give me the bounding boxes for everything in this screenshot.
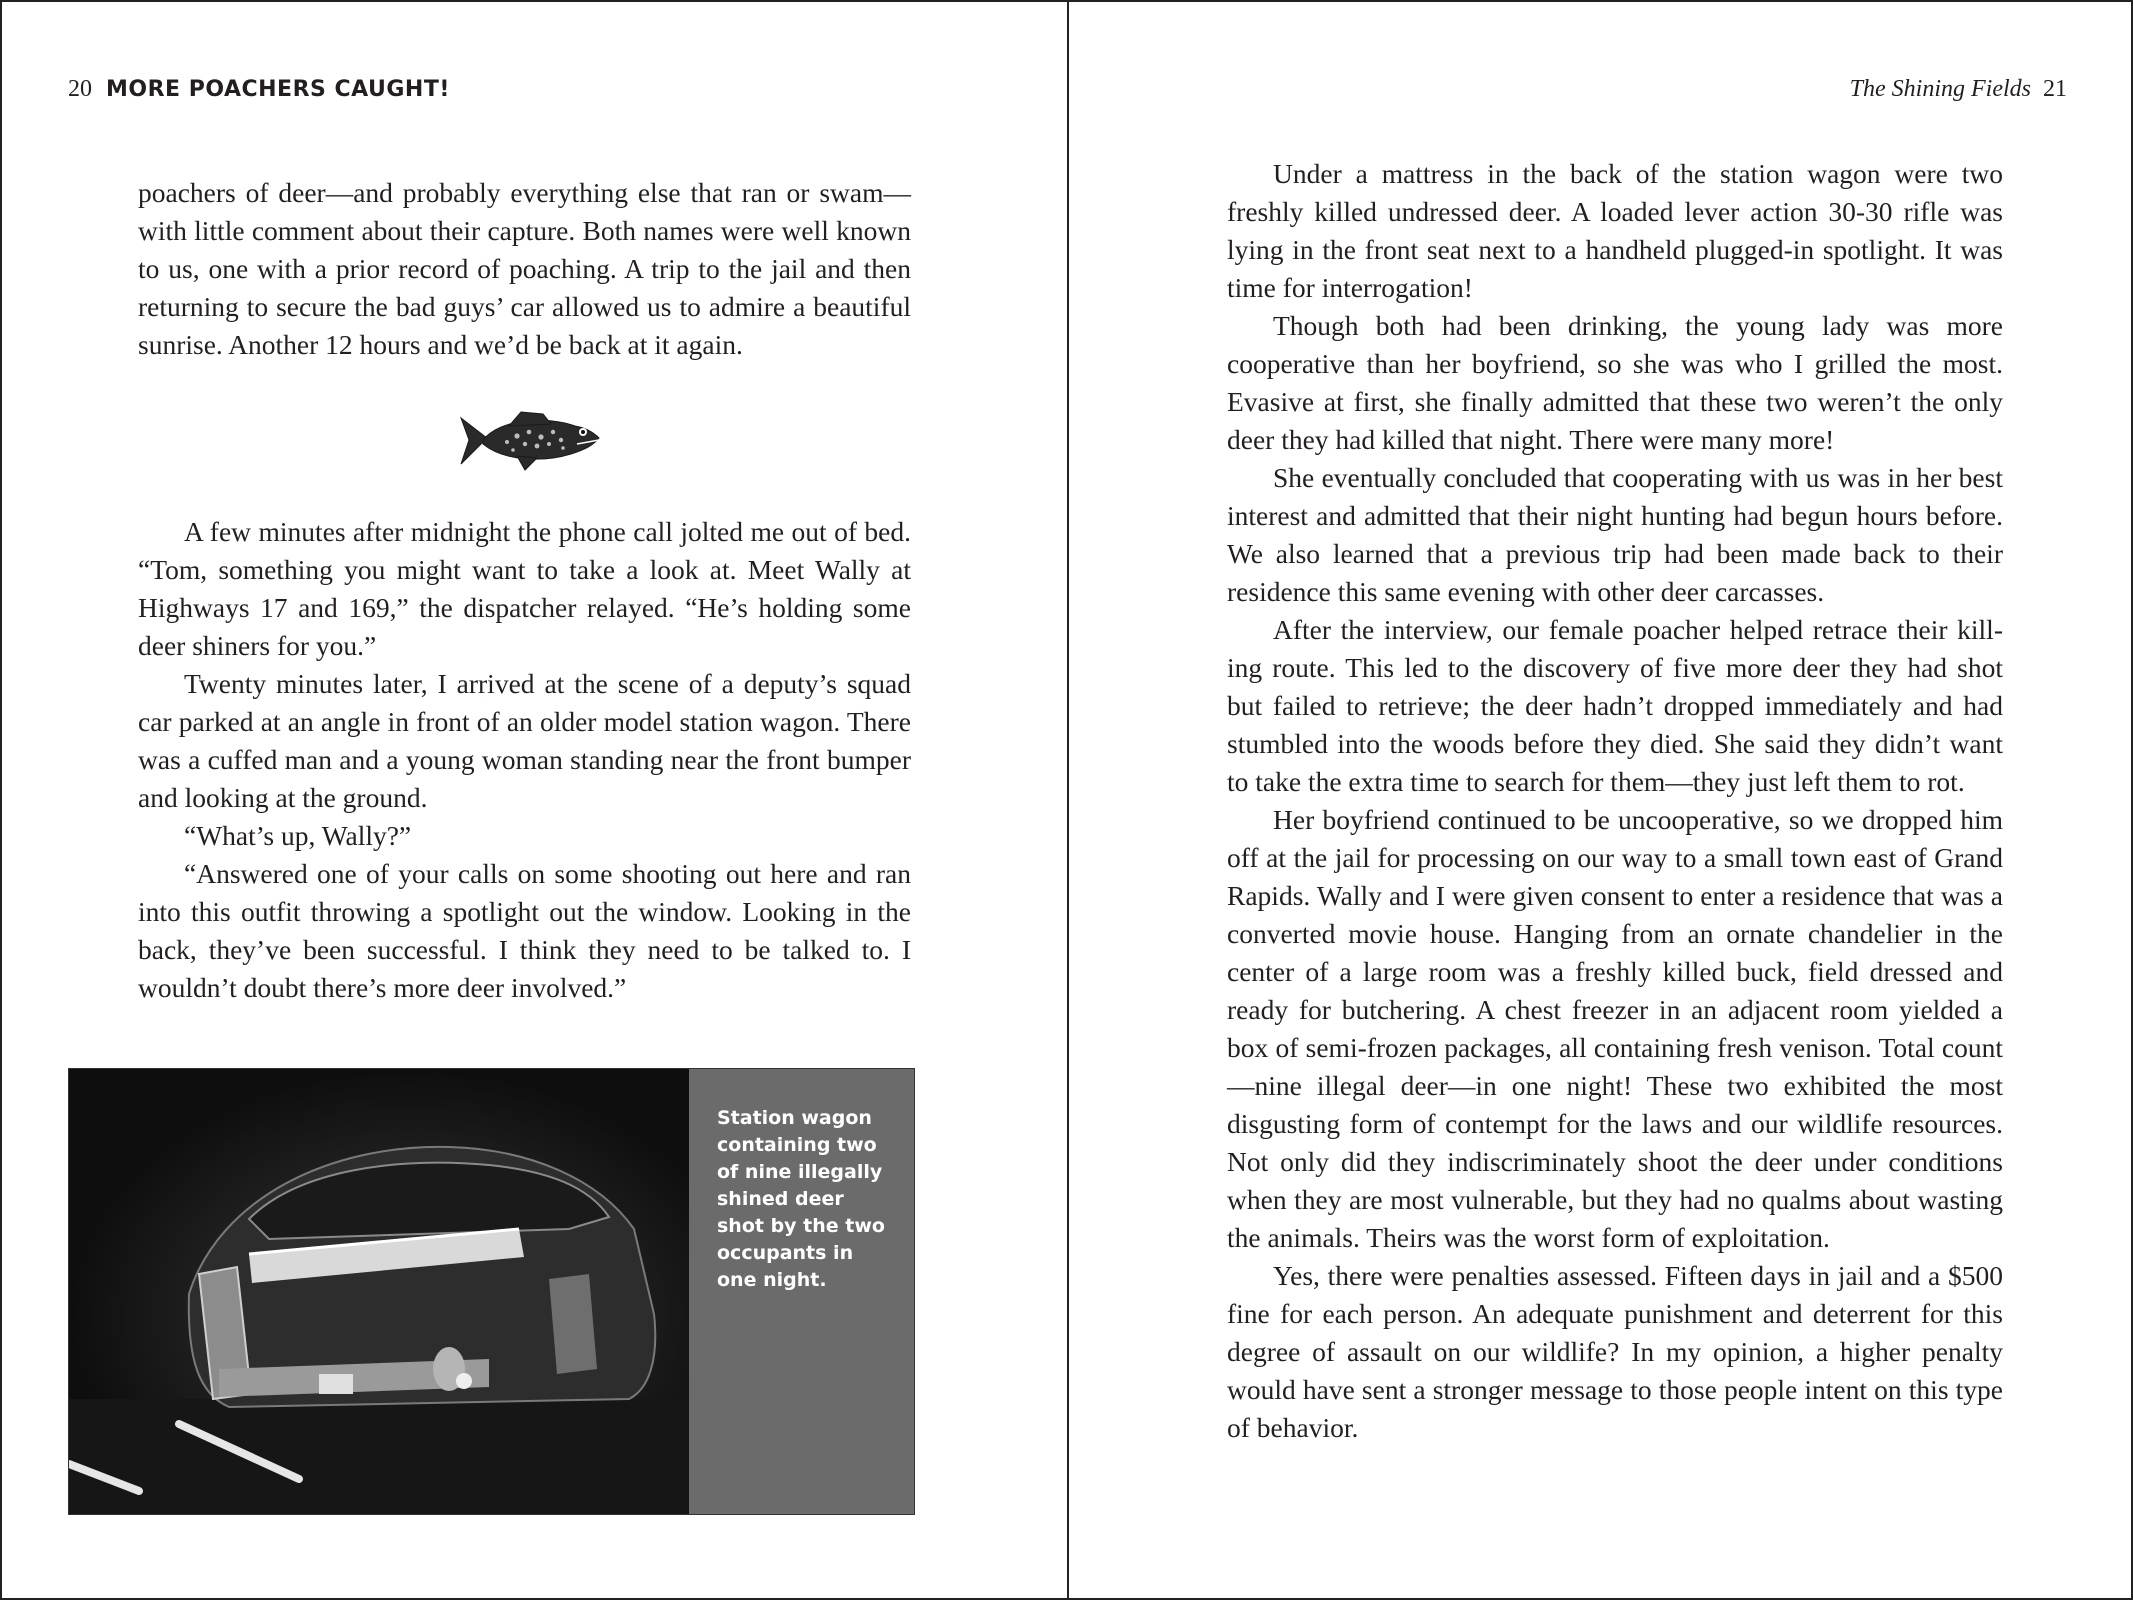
paragraph: Her boyfriend continued to be uncooperative, so we dropped him off at the jail for processing on our way to a small town east of Grand Rapids. Wally and I were given consent to enter a residence that was a converted movie house. Hanging from an ornate chandelier in the center of a large room was a freshly killed buck, field dressed and ready for butchering. A chest freezer in an adjacent room yielded a box of semi-frozen packages, all containing fresh venison. Total count—nine illegal deer—in one night! These two exhibited the most disgusting form of contempt for the laws and our wildlife resources. Not only did they indiscriminately shoot the deer under conditions when they are most vulnerable, but they had no qualms about wasting the animals. Theirs was the worst form of exploitation. bbox=[1227, 804, 2003, 1253]
right-page bbox=[1069, 2, 2133, 1598]
right-running-head bbox=[1850, 74, 2067, 104]
right-text-block bbox=[1227, 155, 2003, 1447]
right-running-title: The Shining Fields bbox=[1849, 76, 2031, 102]
left-text-block-top bbox=[138, 174, 911, 364]
paragraph: Under a mattress in the back of the station wagon were two freshly killed undressed deer. A loaded lever action 30-30 rifle was lying in the front seat next to a handheld plugged-in spotlight. It was time for interrogation! bbox=[1227, 158, 2003, 303]
photo-figure bbox=[68, 1068, 915, 1515]
paragraph: Twenty minutes later, I arrived at the scene of a deputy’s squad car parked at an angle in front of an older model station wagon. There was a cuffed man and a young woman standing near the front bumper and looking at the ground. bbox=[138, 668, 911, 813]
left-running-head bbox=[68, 74, 450, 105]
left-text-block-bottom bbox=[138, 513, 911, 1007]
left-running-title: MORE POACHERS CAUGHT! bbox=[106, 77, 450, 102]
fish-icon bbox=[447, 404, 607, 480]
caption-panel bbox=[689, 1069, 914, 1514]
paragraph: She eventually concluded that cooperating with us was in her best interest and admitted that their night hunting had begun hours before. We also learned that a previous trip had been made back to their residence this same evening with other deer carcasses. bbox=[1227, 462, 2003, 607]
paragraph: “What’s up, Wally?” bbox=[184, 820, 412, 851]
paragraph: Though both had been drinking, the young lady was more cooperative than her boyfriend, so she was who I grilled the most. Evasive at first, she finally admitted that these two weren’t the only deer they had killed that night. There were many more! bbox=[1227, 310, 2003, 455]
paragraph: poachers of deer—and probably everything else that ran or swam—with little comment about their capture. Both names were well known to us, one with a prior record of poaching. A trip to the jail and then returning to secure the bad guys’ car allowed us to admire a beautiful sunrise. Another 12 hours and we’d be back at it again. bbox=[138, 177, 911, 360]
station-wagon-photo bbox=[69, 1069, 689, 1514]
paragraph: Yes, there were penalties assessed. Fifteen days in jail and a $500 fine for each person. An adequate punishment and deterrent for this degree of assault on our wildlife? In my opinion, a higher penalty would have sent a stronger message to those people intent on this type of behavior. bbox=[1227, 1260, 2003, 1443]
left-page-number: 20 bbox=[68, 76, 92, 102]
right-page-number: 21 bbox=[2043, 76, 2067, 102]
paragraph: After the interview, our female poacher helped retrace their killing route. This led to the discovery of five more deer they had shot but failed to retrieve; the deer hadn’t dropped immediately and had stumbled into the woods before they died. She said they didn’t want to take the extra time to search for them—they just left them to rot. bbox=[1227, 614, 2003, 797]
paragraph: “Answered one of your calls on some shooting out here and ran into this outfit throwing a spotlight out the window. Looking in the back, they’ve been successful. I think they need to be talked to. I wouldn’t doubt there’s more deer involved.” bbox=[138, 858, 911, 1003]
photo-caption: Station wagon containing two of nine illegally shined deer shot by the two occupants in one night. bbox=[717, 1107, 885, 1291]
left-page bbox=[2, 2, 1067, 1598]
paragraph: A few minutes after midnight the phone call jolted me out of bed. “Tom, something you might want to take a look at. Meet Wally at Highways 17 and 169,” the dispatcher relayed. “He’s holding some deer shiners for you.” bbox=[138, 516, 911, 661]
